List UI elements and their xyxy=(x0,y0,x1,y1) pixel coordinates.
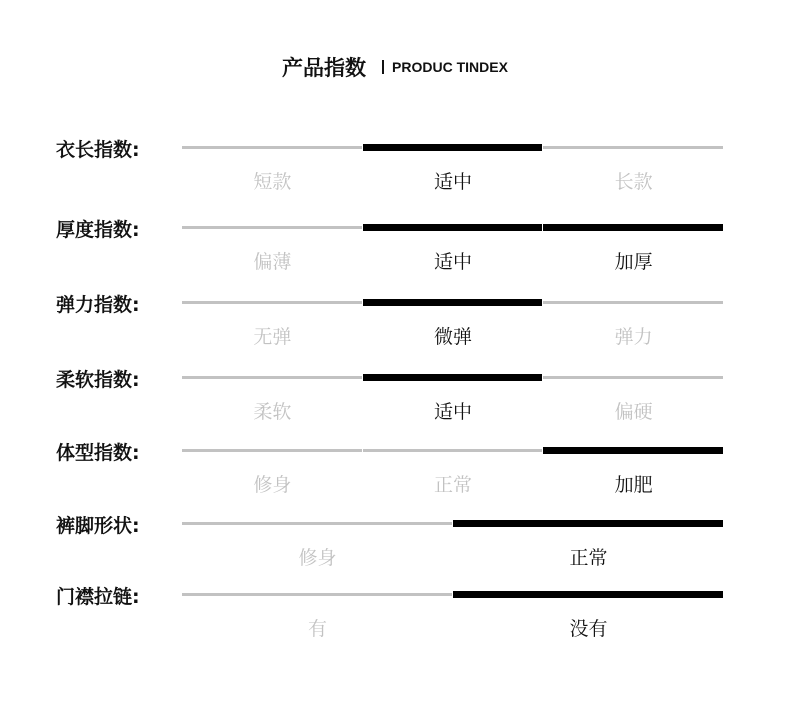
index-segment-active xyxy=(363,374,543,381)
page-title: 产品指数 xyxy=(282,56,367,80)
index-segment-active xyxy=(543,447,723,454)
row-label: 弹力指数: xyxy=(56,294,140,316)
row-label: 衣长指数: xyxy=(56,139,140,161)
option-label: 短款 xyxy=(253,171,292,193)
index-segment-active xyxy=(453,591,723,598)
index-segment-active xyxy=(453,520,723,527)
index-segment-active xyxy=(543,224,723,231)
title-divider xyxy=(382,60,384,74)
index-segment-active xyxy=(363,144,543,151)
option-label: 正常 xyxy=(433,474,473,496)
index-segment xyxy=(363,449,543,452)
option-label: 修身 xyxy=(298,547,337,569)
index-row xyxy=(0,294,790,372)
index-row xyxy=(0,442,790,520)
row-label: 厚度指数: xyxy=(56,219,140,241)
index-segment xyxy=(182,449,362,452)
option-label-selected: 微弹 xyxy=(433,326,473,348)
index-segment xyxy=(182,226,362,229)
index-segment xyxy=(182,301,362,304)
index-segment xyxy=(543,301,723,304)
option-label: 柔软 xyxy=(253,401,292,423)
index-segment xyxy=(182,376,362,379)
row-label: 体型指数: xyxy=(56,442,140,464)
index-segment-active xyxy=(363,299,543,306)
option-label-selected: 适中 xyxy=(433,171,473,193)
option-label-selected: 加厚 xyxy=(614,251,653,273)
index-segment xyxy=(182,146,362,149)
index-segment xyxy=(182,593,452,596)
option-label: 有 xyxy=(307,618,328,640)
option-label-selected: 正常 xyxy=(569,547,608,569)
option-label: 偏薄 xyxy=(253,251,292,273)
index-segment-active xyxy=(363,224,543,231)
option-label-selected: 没有 xyxy=(569,618,608,640)
option-label: 偏硬 xyxy=(614,401,653,423)
index-segment xyxy=(182,522,452,525)
index-row xyxy=(0,139,790,217)
option-label: 弹力 xyxy=(614,326,653,348)
page-subtitle: PRODUC TINDEX xyxy=(392,59,508,75)
row-label: 裤脚形状: xyxy=(56,515,140,537)
option-label-selected: 适中 xyxy=(433,401,473,423)
page-header xyxy=(0,52,790,82)
option-label: 无弹 xyxy=(253,326,292,348)
index-row xyxy=(0,586,790,664)
option-label: 长款 xyxy=(614,171,653,193)
row-label: 门襟拉链: xyxy=(56,586,140,608)
index-segment xyxy=(543,146,723,149)
option-label: 修身 xyxy=(253,474,292,496)
option-label-selected: 适中 xyxy=(433,251,473,273)
row-label: 柔软指数: xyxy=(56,369,140,391)
index-row xyxy=(0,369,790,447)
option-label-selected: 加肥 xyxy=(614,474,653,496)
index-segment xyxy=(543,376,723,379)
index-row xyxy=(0,219,790,297)
